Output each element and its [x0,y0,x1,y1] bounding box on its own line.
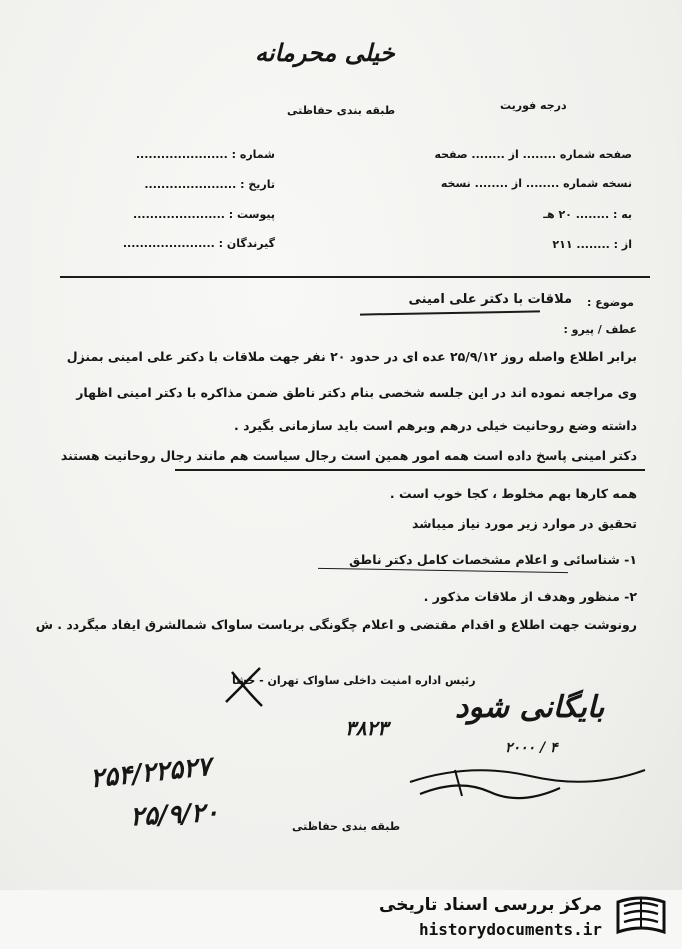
body-line-2: وی مراجعه نموده اند در این جلسه شخصی بنام دکتر ناطق ضمن مذاکره با دکتر امینی اظهار [76,385,637,400]
subject-value: ملاقات با دکتر علی امینی [408,292,572,307]
date-field: تاریخ : ...................... [144,178,275,191]
body-line-3: داشته وضع روحانیت خیلی درهم وبرهم است باید سازمانی بگیرد . [234,418,637,433]
signature-title: رئیس اداره امنیت داخلی ساواک تهران - خشا [232,674,476,687]
classification-handwritten: خیلی محرمانه [255,38,395,67]
left-date-handwritten: ۲۵/۹/۲۰ [129,797,220,833]
from-field: از : ........ ۲۱۱ [552,238,632,251]
number-handwritten: ۳۸۲۳ [345,716,388,740]
watermark-url: historydocuments.ir [418,920,602,939]
body-underline [175,469,645,471]
body-line-8: ۲- منظور وهدف از ملاقات مذکور . [423,589,637,604]
body-line-1: برابر اطلاع واصله روز ۲۵/۹/۱۲ عده ای در حدود ۲۰ نفر جهت ملاقات با دکتر علی امینی بمنزل [66,349,637,364]
copy-number-field: نسخه شماره ........ از ........ نسخه [440,177,632,190]
body-line-7: ۱- شناسائی و اعلام مشخصات کامل دکتر ناطق [349,552,637,567]
to-field: به : ........ ۲۰ هـ [543,208,632,221]
body-line-6: تحقیق در موارد زیر مورد نیاز میباشد [412,516,637,531]
attachment-field: پیوست : ...................... [133,208,275,221]
priority-label: درجه فوریت [500,99,567,112]
recipients-field: گیرندگان : ...................... [122,237,275,250]
archive-note: بایگانی شود [455,690,605,725]
footer-classification: طبقه بندی حفاظتی [292,820,401,833]
body-line-5: همه کارها بهم مخلوط ، کجا خوب است . [389,486,637,501]
number-field: شماره : ...................... [135,148,275,161]
reference-label: عطف / پیرو : [563,323,637,336]
left-number-handwritten: ۲۵۴/۲۲۵۲۷ [88,751,213,795]
signature-scribble [218,662,268,712]
header-divider [60,276,650,278]
body-line-9: رونوشت جهت اطلاع و اقدام مقتضی و اعلام چگونگی بریاست ساواک شمالشرق ایفاد میگردد . ش [35,617,637,632]
body-line-4: دکتر امینی پاسخ داده است همه امور همین است رجال سیاست هم مانند رجال روحانیت هستند [60,448,637,463]
date-handwritten: ۲۰۰۰ / ۴ [505,740,558,756]
watermark-title: مرکز بررسی اسناد تاریخی [379,895,602,915]
classification-label: طبقه بندی حفاظتی [287,104,396,117]
archive-logo-icon [614,892,668,942]
page-number-field: صفحه شماره ........ از ........ صفحه [434,148,632,161]
initials-signature [400,748,650,808]
subject-label: موضوع : [587,296,634,309]
